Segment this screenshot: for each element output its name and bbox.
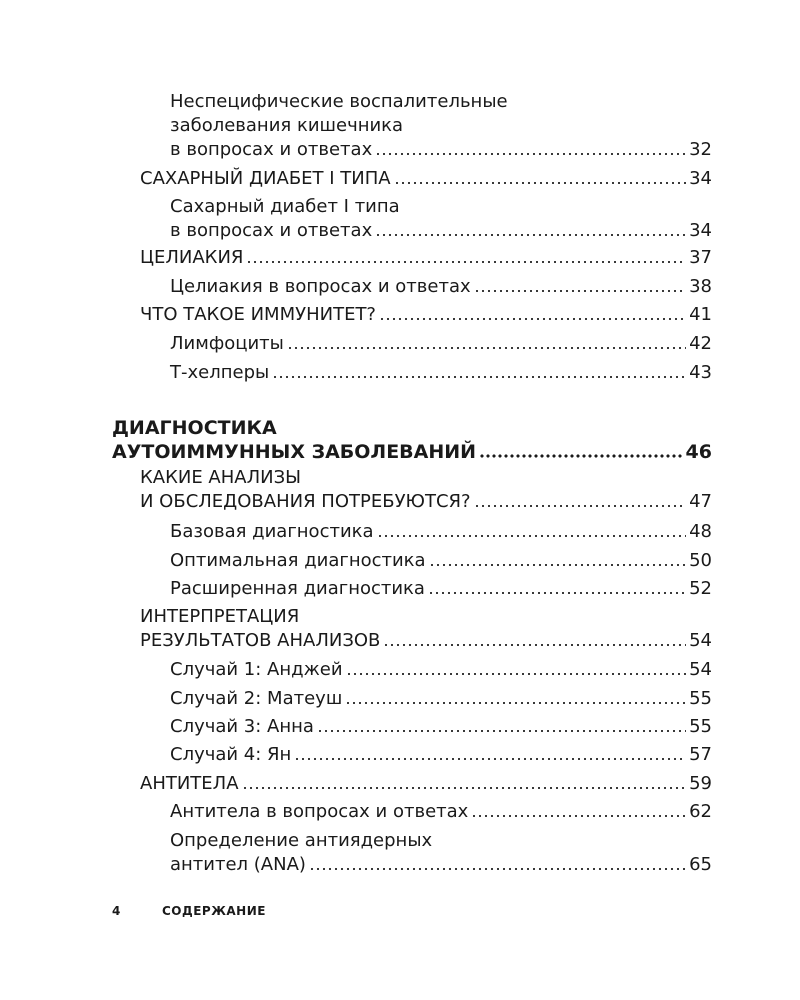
footer-section-title: СОДЕРЖАНИЕ: [162, 904, 266, 918]
toc-entry-title: ЧТО ТАКОЕ ИММУНИТЕТ?: [140, 304, 376, 325]
toc-entry-antibodies-qa[interactable]: [170, 800, 712, 824]
toc-entry-t-helpers[interactable]: [170, 361, 712, 385]
toc-page-number: 46: [685, 441, 712, 463]
leader-dots: [428, 591, 686, 595]
leader-dots: [294, 757, 686, 761]
leader-dots: [246, 260, 686, 264]
toc-page-number: 34: [689, 168, 712, 189]
toc-page-number: 32: [689, 139, 712, 160]
toc-page-number: 34: [689, 220, 712, 241]
toc-chapter-diagnostics[interactable]: [112, 416, 712, 464]
toc-entry-optimal-diagnostics[interactable]: [170, 549, 712, 573]
leader-dots: [474, 289, 686, 293]
toc-page-number: 54: [689, 659, 712, 680]
toc-page-number: 43: [689, 362, 712, 383]
toc-page-number: 50: [689, 550, 712, 571]
toc-entry-diabetes-qa[interactable]: [170, 195, 712, 243]
toc-page-number: 37: [689, 247, 712, 268]
toc-entry-case-2[interactable]: [170, 687, 712, 711]
toc-page-number: 55: [689, 716, 712, 737]
toc-entry-extended-diagnostics[interactable]: [170, 577, 712, 601]
toc-entry-line: Неспецифические воспалительные: [170, 91, 508, 112]
toc-page-number: 47: [689, 491, 712, 512]
toc-entry-case-3[interactable]: [170, 715, 712, 739]
footer-page-number: 4: [112, 904, 121, 918]
toc-entry-title: Т-хелперы: [170, 362, 270, 383]
toc-entry-title: в вопросах и ответах: [170, 220, 373, 241]
toc-entry-title: И ОБСЛЕДОВАНИЯ ПОТРЕБУЮТСЯ?: [140, 491, 471, 512]
toc-entry-ana[interactable]: [170, 829, 712, 877]
toc-entry-immunity[interactable]: [140, 303, 712, 327]
toc-entry-title: САХАРНЫЙ ДИАБЕТ I ТИПА: [140, 168, 391, 189]
toc-entry-title: АНТИТЕЛА: [140, 773, 239, 794]
toc-entry-line: КАКИЕ АНАЛИЗЫ: [140, 467, 302, 488]
toc-page-number: 41: [689, 304, 712, 325]
toc-entry-case-4[interactable]: [170, 743, 712, 767]
leader-dots: [429, 563, 687, 567]
toc-entry-case-1[interactable]: [170, 658, 712, 682]
toc-entry-title: антител (ANA): [170, 854, 306, 875]
leader-dots: [394, 181, 686, 185]
leader-dots: [309, 867, 686, 871]
leader-dots: [272, 375, 686, 379]
toc-page-number: 55: [689, 688, 712, 709]
toc-entry-title: Случай 4: Ян: [170, 744, 292, 765]
leader-dots: [383, 643, 686, 647]
toc-entry-line: Сахарный диабет I типа: [170, 196, 400, 217]
page-footer: [112, 904, 266, 918]
toc-page-number: 38: [689, 276, 712, 297]
toc-entry-line: заболевания кишечника: [170, 115, 404, 136]
toc-entry-ibd[interactable]: [170, 90, 712, 162]
toc-page-number: 65: [689, 854, 712, 875]
toc-entry-title: Лимфоциты: [170, 333, 284, 354]
leader-dots: [479, 454, 682, 458]
toc-entry-title: Расширенная диагностика: [170, 578, 425, 599]
toc-entry-title: Случай 3: Анна: [170, 716, 314, 737]
leader-dots: [345, 701, 686, 705]
toc-entry-title: Антитела в вопросах и ответах: [170, 801, 469, 822]
toc-entry-title: в вопросах и ответах: [170, 139, 373, 160]
leader-dots: [375, 233, 686, 237]
toc-entry-line: Определение антиядерных: [170, 830, 433, 851]
leader-dots: [242, 786, 687, 790]
leader-dots: [346, 672, 687, 676]
toc-entry-title: Целиакия в вопросах и ответах: [170, 276, 471, 297]
toc-entry-antibodies[interactable]: [140, 772, 712, 796]
toc-entry-title: РЕЗУЛЬТАТОВ АНАЛИЗОВ: [140, 630, 381, 651]
toc-page-number: 42: [689, 333, 712, 354]
toc-entry-line: ДИАГНОСТИКА: [112, 417, 277, 439]
toc-entry-title: АУТОИММУННЫХ ЗАБОЛЕВАНИЙ: [112, 441, 477, 463]
toc-page-number: 52: [689, 578, 712, 599]
toc-page-number: 62: [689, 801, 712, 822]
toc-entry-title: Базовая диагностика: [170, 521, 374, 542]
leader-dots: [379, 317, 686, 321]
toc-entry-title: Случай 1: Анджей: [170, 659, 343, 680]
toc-entry-line: ИНТЕРПРЕТАЦИЯ: [140, 606, 300, 627]
toc-entry-celiac[interactable]: [140, 246, 712, 270]
toc-entry-tests[interactable]: [140, 466, 712, 514]
toc-entry-interpretation[interactable]: [140, 605, 712, 653]
leader-dots: [375, 152, 686, 156]
toc-entry-title: Случай 2: Матеуш: [170, 688, 343, 709]
toc-entry-basic-diagnostics[interactable]: [170, 520, 712, 544]
toc-page-number: 54: [689, 630, 712, 651]
leader-dots: [377, 534, 687, 538]
toc-page-number: 59: [689, 773, 712, 794]
leader-dots: [471, 814, 686, 818]
leader-dots: [317, 729, 686, 733]
toc-entry-celiac-qa[interactable]: [170, 275, 712, 299]
leader-dots: [474, 504, 686, 508]
toc-entry-title: ЦЕЛИАКИЯ: [140, 247, 244, 268]
leader-dots: [287, 346, 686, 350]
toc-page-number: 48: [689, 521, 712, 542]
toc-entry-title: Оптимальная диагностика: [170, 550, 426, 571]
toc-page-number: 57: [689, 744, 712, 765]
toc-entry-lymphocytes[interactable]: [170, 332, 712, 356]
toc-entry-diabetes[interactable]: [140, 167, 712, 191]
